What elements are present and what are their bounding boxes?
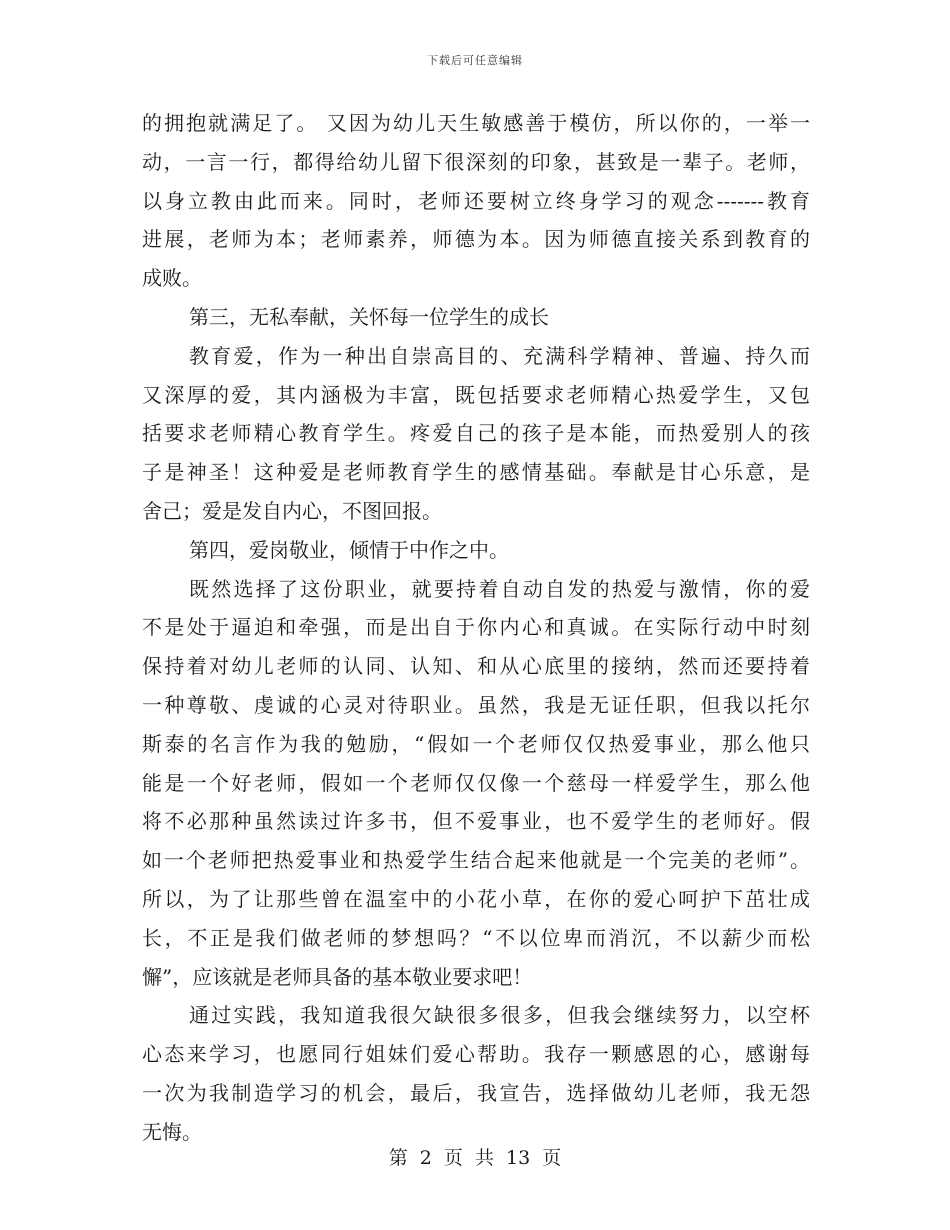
text-line: 如一个老师把热爱事业和热爱学生结合起来他就是一个完美的老师”。 [142, 848, 810, 873]
text-line: 括要求老师精心教育学生。疼爱自己的孩子是本能，而热爱别人的孩 [142, 421, 810, 446]
text-line: 一种尊敬、虔诚的心灵对待职业。虽然，我是无证任职，但我以托尔 [142, 692, 810, 717]
page-header: 下载后可任意编辑 [427, 54, 523, 67]
text-line: 不是处于逼迫和牵强，而是出自于你内心和真诚。在实际行动中时刻 [142, 615, 810, 640]
text-line: 懈”，应该就是老师具备的基本敬业要求吧！ [142, 964, 533, 989]
text-line: 成败。 [142, 266, 202, 291]
text-line: 斯泰的名言作为我的勉励，“假如一个老师仅仅热爱事业，那么他只 [142, 731, 810, 756]
text-line: 能是一个好老师，假如一个老师仅仅像一个慈母一样爱学生，那么他 [142, 770, 810, 795]
text-line: 心态来学习，也愿同行姐妹们爱心帮助。我存一颗感恩的心，感谢每 [142, 1042, 810, 1067]
text-line: 将不必那种虽然读过许多书，但不爱事业，也不爱学生的老师好。假 [142, 809, 810, 834]
text-line: 所以，为了让那些曾在温室中的小花小草，在你的爱心呵护下茁壮成 [142, 886, 810, 911]
text-line: 长，不正是我们做老师的梦想吗？“不以位卑而消沉，不以薪少而松 [142, 925, 810, 950]
text-line: 以身立教由此而来。同时，老师还要树立终身学习的观念-------教育 [142, 188, 810, 213]
text-line: 教育爱，作为一种出自崇高目的、充满科学精神、普遍、持久而 [189, 343, 810, 368]
text-line: 动，一言一行，都得给幼儿留下很深刻的印象，甚致是一辈子。老师， [142, 149, 810, 174]
text-line: 一次为我制造学习的机会，最后，我宣告，选择做幼儿老师，我无怨 [142, 1080, 810, 1105]
text-line: 无悔。 [142, 1119, 202, 1144]
page-number-footer: 第 2 页 共 13 页 [388, 1147, 562, 1169]
text-line: 的拥抱就满足了。 又因为幼儿天生敏感善于模仿，所以你的，一举一 [142, 111, 810, 135]
section-heading: 第四，爱岗敬业，倾情于中作之中。 [189, 537, 509, 562]
text-line: 又深厚的爱，其内涵极为丰富，既包括要求老师精心热爱学生，又包 [142, 382, 810, 407]
document-body [142, 104, 810, 1152]
text-line: 进展，老师为本；老师素养，师德为本。因为师德直接关系到教育的 [142, 227, 810, 252]
text-line: 子是神圣！这种爱是老师教育学生的感情基础。奉献是甘心乐意，是 [142, 460, 810, 485]
text-line: 既然选择了这份职业，就要持着自动自发的热爱与激情，你的爱 [189, 576, 810, 601]
text-line: 保持着对幼儿老师的认同、认知、和从心底里的接纳，然而还要持着 [142, 654, 810, 679]
section-heading: 第三，无私奉献，关怀每一位学生的成长 [189, 304, 549, 329]
text-line: 通过实践，我知道我很欠缺很多很多，但我会继续努力，以空杯 [189, 1003, 810, 1028]
text-line: 舍己；爱是发自内心，不图回报。 [142, 498, 442, 523]
